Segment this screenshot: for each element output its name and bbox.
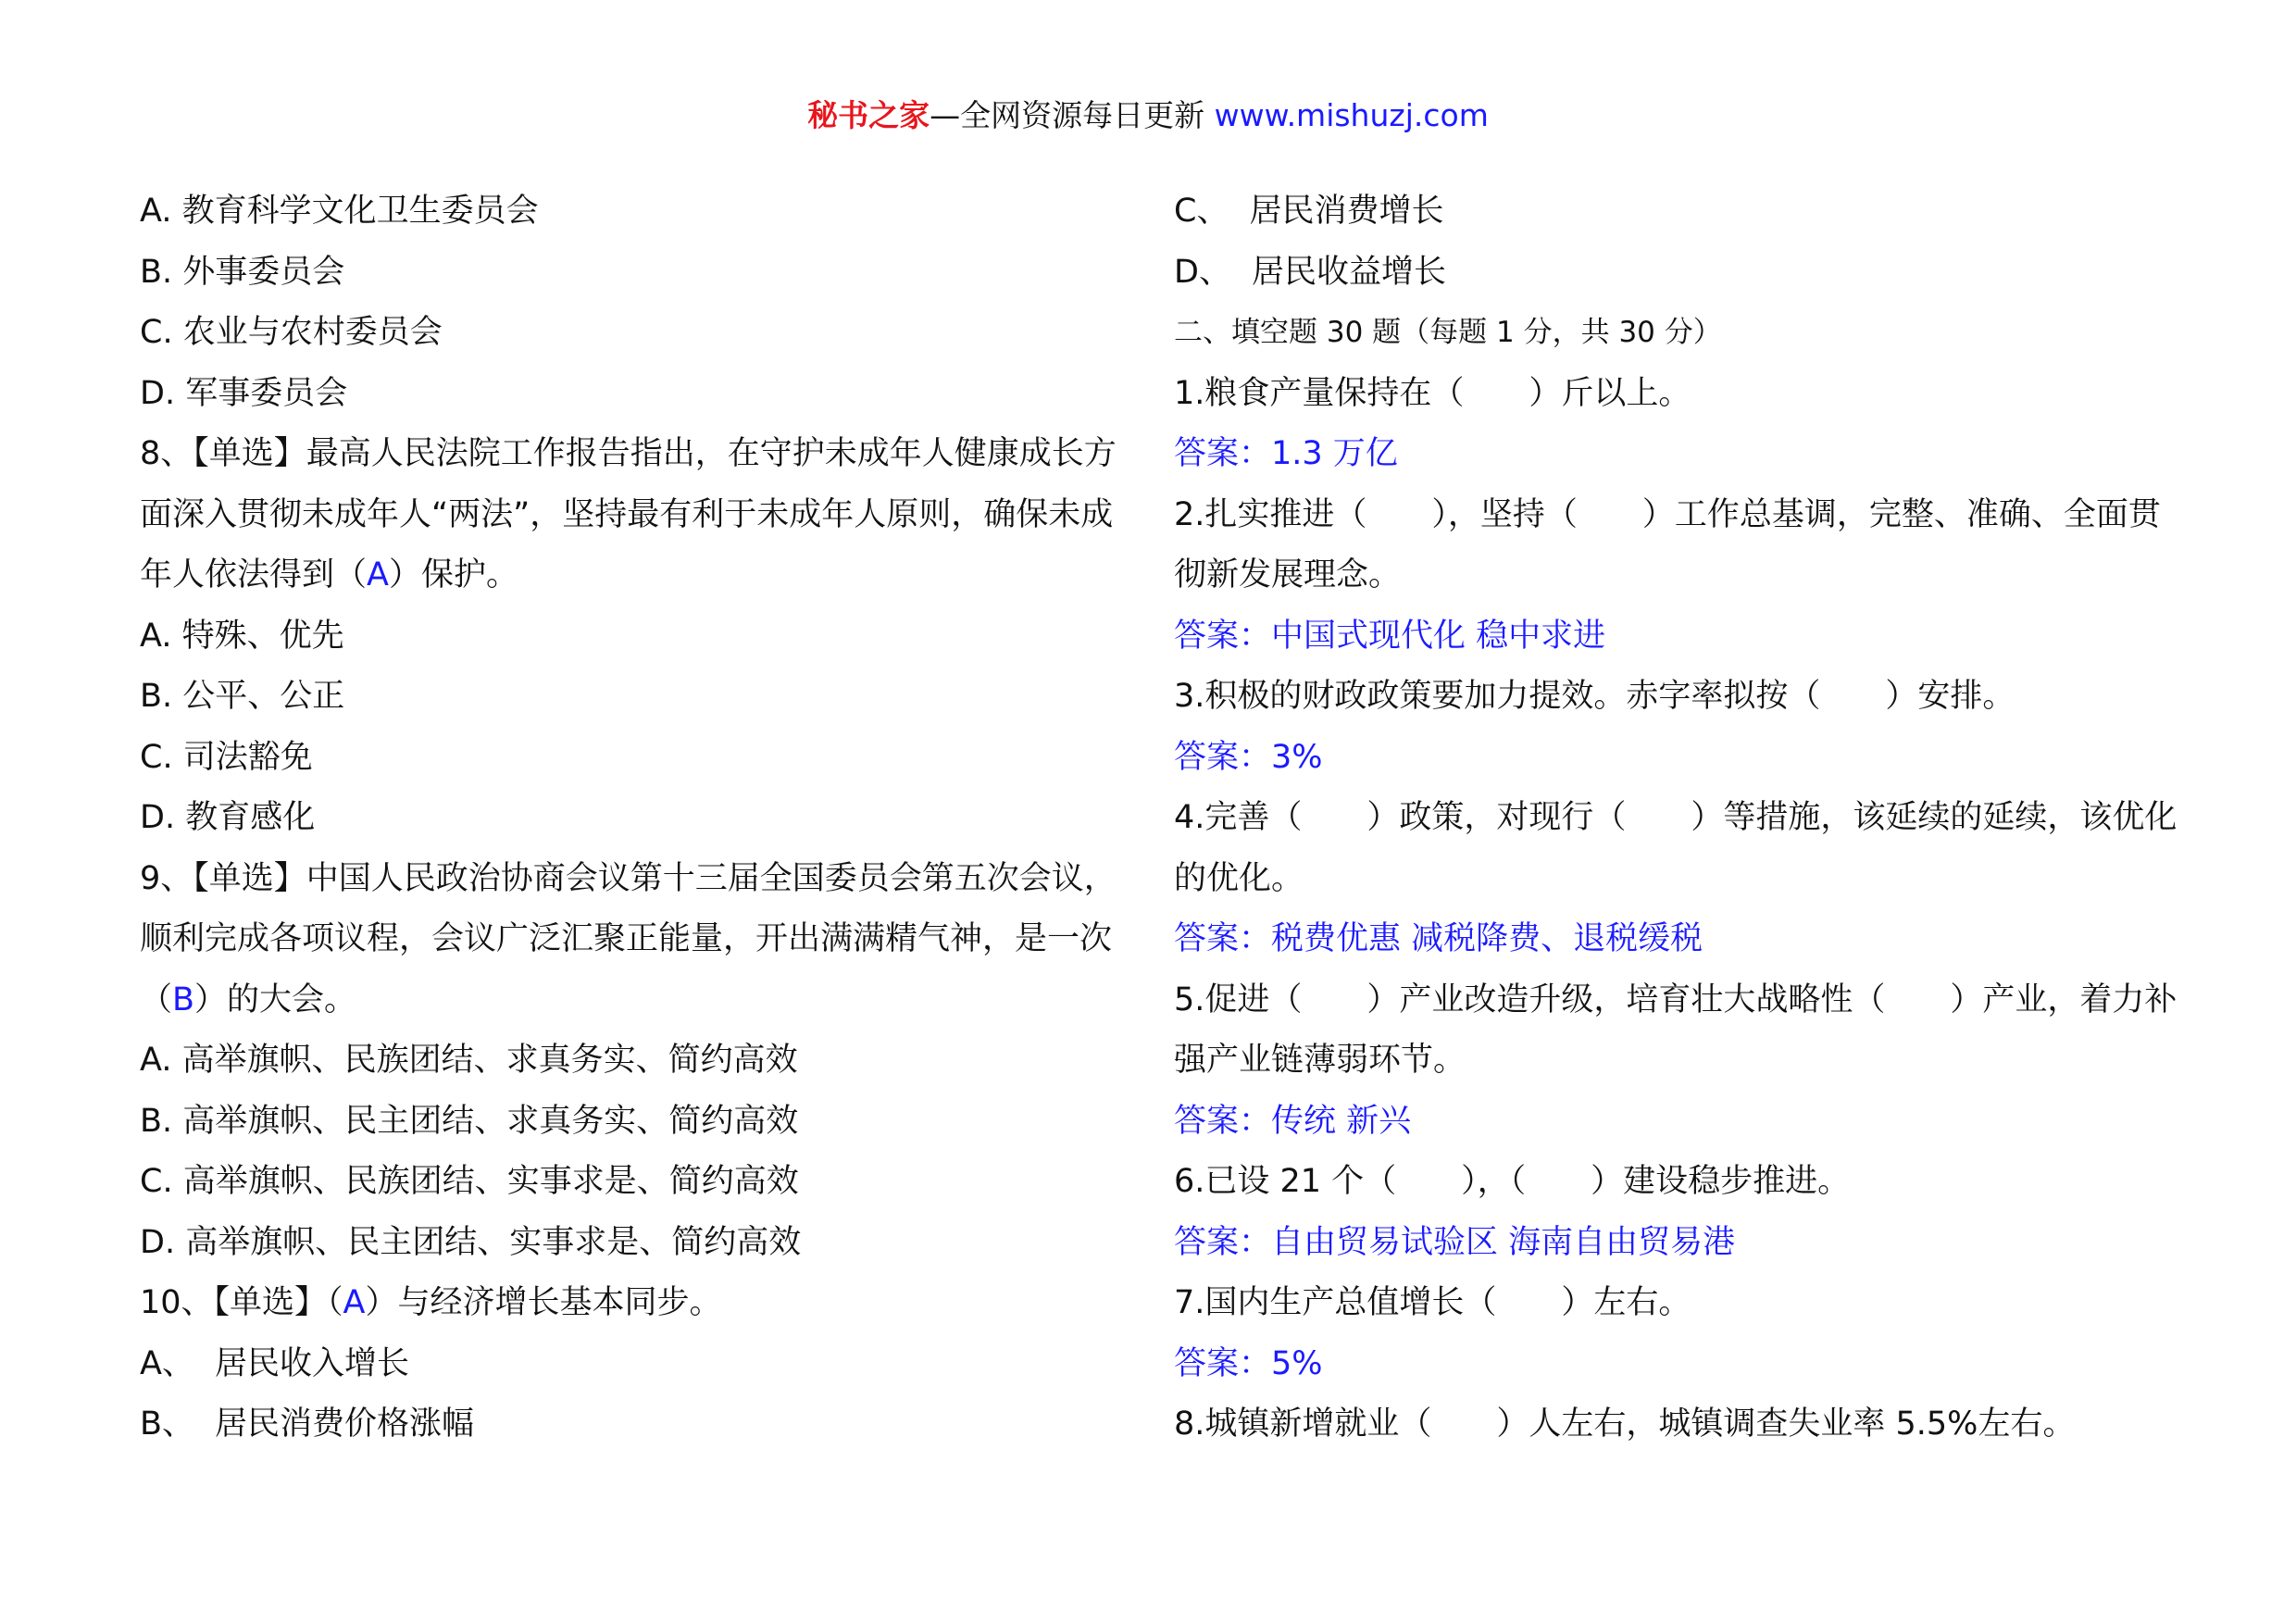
q8-option-c: C. 司法豁免 [140,738,313,776]
option-letter: C、 [1174,193,1229,230]
q8-question [140,424,1143,606]
page-header [0,93,2296,139]
q9-text: 9、【单选】中国人民政治协商会议第十三届全国委员会第五次会议，顺利完成各项议程，会议广泛汇聚正能量，开出满满精气神，是一次（ [140,859,1117,1018]
fill-answer-7: 答案：5% [1174,1344,1323,1382]
fill-answer-3: 答案：3% [1174,738,1323,776]
fill-answer-6: 答案：自由贸易试验区 海南自由贸易港 [1174,1223,1736,1261]
q10-option-d [1174,243,2178,304]
brand-name: 秘书之家 [807,97,930,133]
fill-question-4: 4.完善（ ）政策，对现行（ ）等措施，该延续的延续，该优化的优化。 [1174,799,2177,897]
q9-option-d: D. 高举旗帜、民主团结、实事求是、简约高效 [140,1223,802,1261]
q9-option-a: A. 高举旗帜、民族团结、求真务实、简约高效 [140,1042,798,1079]
q10-option-b [140,1394,1143,1455]
q9-answer: B [172,981,195,1018]
q7-option-c: C. 农业与农村委员会 [140,314,443,351]
q10-option-a [140,1334,1143,1395]
q10-option-c [1174,181,2178,243]
fill-answer-2: 答案：中国式现代化 稳中求进 [1174,617,1606,655]
fill-question-1: 1.粮食产量保持在（ ）斤以上。 [1174,374,1691,412]
fill-question-5: 5.促进（ ）产业改造升级，培育壮大战略性（ ）产业，着力补强产业链薄弱环节。 [1174,981,2177,1079]
q9-option-c: C. 高举旗帜、民族团结、实事求是、简约高效 [140,1163,799,1200]
q10-text: 10、【单选】（ [140,1284,343,1321]
q7-option-b: B. 外事委员会 [140,253,345,291]
q7-option-a: A. 教育科学文化卫生委员会 [140,193,539,230]
option-letter: A、 [140,1344,194,1382]
option-text: 居民收益增长 [1251,253,1446,291]
fill-answer-1: 答案：1.3 万亿 [1174,435,1398,472]
fill-question-8: 8.城镇新增就业（ ）人左右，城镇调查失业率 5.5%左右。 [1174,1405,2076,1443]
q9-option-b: B. 高举旗帜、民主团结、求真务实、简约高效 [140,1102,799,1140]
q8-text-end: ）保护。 [388,556,518,593]
option-letter: B、 [140,1405,195,1443]
q9-question [140,849,1143,1031]
fill-question-6: 6.已设 21 个（ ），（ ）建设稳步推进。 [1174,1163,1851,1200]
fill-question-2: 2.扎实推进（ ），坚持（ ）工作总基调，完整、准确、全面贯彻新发展理念。 [1174,495,2161,593]
left-column [140,181,1143,1455]
option-letter: D、 [1174,253,1231,291]
option-text: 居民消费增长 [1249,193,1444,230]
fill-answer-4: 答案：税费优惠 减税降费、退税缓税 [1174,920,1703,957]
right-column [1174,181,2178,1455]
q8-option-b: B. 公平、公正 [140,678,345,715]
q7-option-d: D. 军事委员会 [140,374,348,412]
site-url[interactable]: www.mishuzj.com [1214,97,1489,133]
header-tagline: —全网资源每日更新 [930,97,1215,133]
fill-question-3: 3.积极的财政政策要加力提效。赤字率拟按（ ）安排。 [1174,678,2015,715]
q8-text: 8、【单选】最高人民法院工作报告指出，在守护未成年人健康成长方面深入贯彻未成年人“两法”，坚持最有利于未成年人原则，确保未成年人依法得到（ [140,435,1117,593]
q9-text-end: ）的大会。 [194,981,357,1018]
q8-answer: A [367,556,389,593]
section-title: 二、填空题 30 题（每题 1 分，共 30 分） [1174,316,1722,349]
option-text: 居民收入增长 [214,1344,409,1382]
option-text: 居民消费价格涨幅 [215,1405,475,1443]
q8-option-a: A. 特殊、优先 [140,617,344,655]
q10-answer: A [343,1284,366,1321]
fill-answer-5: 答案：传统 新兴 [1174,1102,1412,1140]
q10-question [140,1273,1143,1334]
fill-question-7: 7.国内生产总值增长（ ）左右。 [1174,1284,1691,1321]
q10-text-end: ）与经济增长基本同步。 [365,1284,722,1321]
q8-option-d: D. 教育感化 [140,799,316,836]
